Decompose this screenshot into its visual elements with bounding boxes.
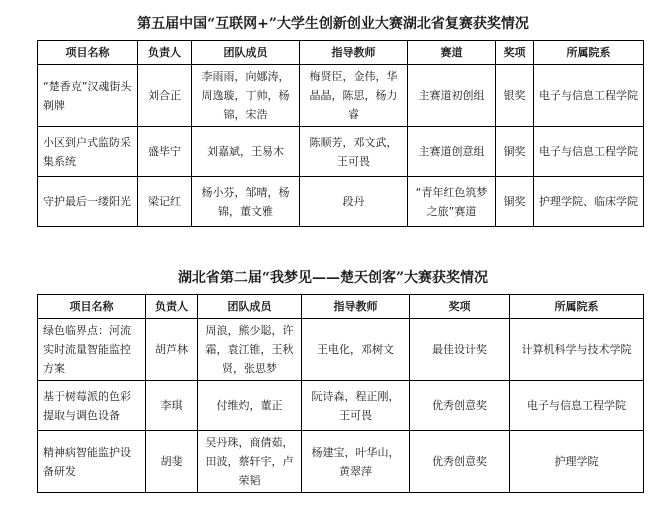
cell-project-name: 基于树莓派的色彩提取与调色设备: [38, 381, 146, 431]
cell-track: 主赛道创意组: [408, 127, 496, 177]
header-team-members: 团队成员: [198, 295, 302, 319]
header-project-name: 项目名称: [38, 41, 138, 65]
cell-leader: 胡芦林: [146, 319, 198, 381]
cell-department: 计算机科学与技术学院: [510, 319, 644, 381]
header-team-members: 团队成员: [192, 41, 300, 65]
table2-title: 湖北省第二届“我梦见——楚天创客”大赛获奖情况: [177, 270, 489, 286]
cell-leader: 盛毕宁: [138, 127, 192, 177]
cell-team-members: 付维灼，董正: [198, 381, 302, 431]
cell-department: 电子与信息工程学院: [510, 381, 644, 431]
cell-project-name: 绿色临界点：河流实时流量智能监控方案: [38, 319, 146, 381]
header-award: 奖项: [410, 295, 510, 319]
table-row: [38, 319, 644, 381]
header-advisors: 指导教师: [302, 295, 410, 319]
table-row: [38, 431, 644, 493]
table-header-row: [38, 41, 644, 65]
cell-department: 护理学院、临床学院: [534, 177, 644, 227]
table-row: [38, 127, 644, 177]
header-department: 所属院系: [510, 295, 644, 319]
cell-project-name: 精神病智能监护设备研发: [38, 431, 146, 493]
cell-leader: 刘合正: [138, 65, 192, 127]
header-department: 所属院系: [534, 41, 644, 65]
header-leader: 负责人: [146, 295, 198, 319]
header-track: 赛道: [408, 41, 496, 65]
cell-leader: 李琪: [146, 381, 198, 431]
cell-project-name: 守护最后一缕阳光: [38, 177, 138, 227]
cell-team-members: 杨小芬，邹晴，杨锦，董文雅: [192, 177, 300, 227]
table-row: [38, 65, 644, 127]
cell-project-name: “楚香克”汉魂街头剃牌: [38, 65, 138, 127]
cell-department: 电子与信息工程学院: [534, 65, 644, 127]
cell-track: “青年红色筑梦之旅”赛道: [408, 177, 496, 227]
header-advisors: 指导教师: [300, 41, 408, 65]
cell-advisors: 阮诗森，程正刚，王可畏: [302, 381, 410, 431]
cell-advisors: 王电化，邓树文: [302, 319, 410, 381]
cell-track: 主赛道初创组: [408, 65, 496, 127]
cell-department: 护理学院: [510, 431, 644, 493]
header-leader: 负责人: [138, 41, 192, 65]
cell-advisors: 杨建宝，叶华山，黄翠萍: [302, 431, 410, 493]
cell-advisors: 梅贤臣，金伟，华晶晶，陈思，杨力睿: [300, 65, 408, 127]
cell-leader: 梁记红: [138, 177, 192, 227]
cell-award: 铜奖: [496, 127, 534, 177]
table-row: [38, 177, 644, 227]
award-table-chutian-maker: [37, 294, 644, 493]
cell-team-members: 吴丹珠，商倩茹，田波，蔡轩宇，卢荣韬: [198, 431, 302, 493]
cell-leader: 胡斐: [146, 431, 198, 493]
cell-advisors: 段丹: [300, 177, 408, 227]
cell-award: 铜奖: [496, 177, 534, 227]
cell-award: 优秀创意奖: [410, 431, 510, 493]
cell-award: 银奖: [496, 65, 534, 127]
cell-award: 最佳设计奖: [410, 319, 510, 381]
cell-team-members: 刘嘉斌，王易木: [192, 127, 300, 177]
cell-award: 优秀创意奖: [410, 381, 510, 431]
cell-team-members: 周浪，熊少聪，许霜，袁江锥，王秋贤，张思梦: [198, 319, 302, 381]
cell-advisors: 陈顺芳，邓文武，王可畏: [300, 127, 408, 177]
cell-team-members: 李雨雨，向娜涛，周逸璇，丁帅，杨锦，宋浩: [192, 65, 300, 127]
table-row: [38, 381, 644, 431]
table-header-row: [38, 295, 644, 319]
award-table-internet-plus: [37, 40, 644, 227]
header-project-name: 项目名称: [38, 295, 146, 319]
cell-project-name: 小区到户式监防采集系统: [38, 127, 138, 177]
header-award: 奖项: [496, 41, 534, 65]
table1-title: 第五届中国“互联网+”大学生创新创业大赛湖北省复赛获奖情况: [137, 16, 529, 32]
cell-department: 电子与信息工程学院: [534, 127, 644, 177]
